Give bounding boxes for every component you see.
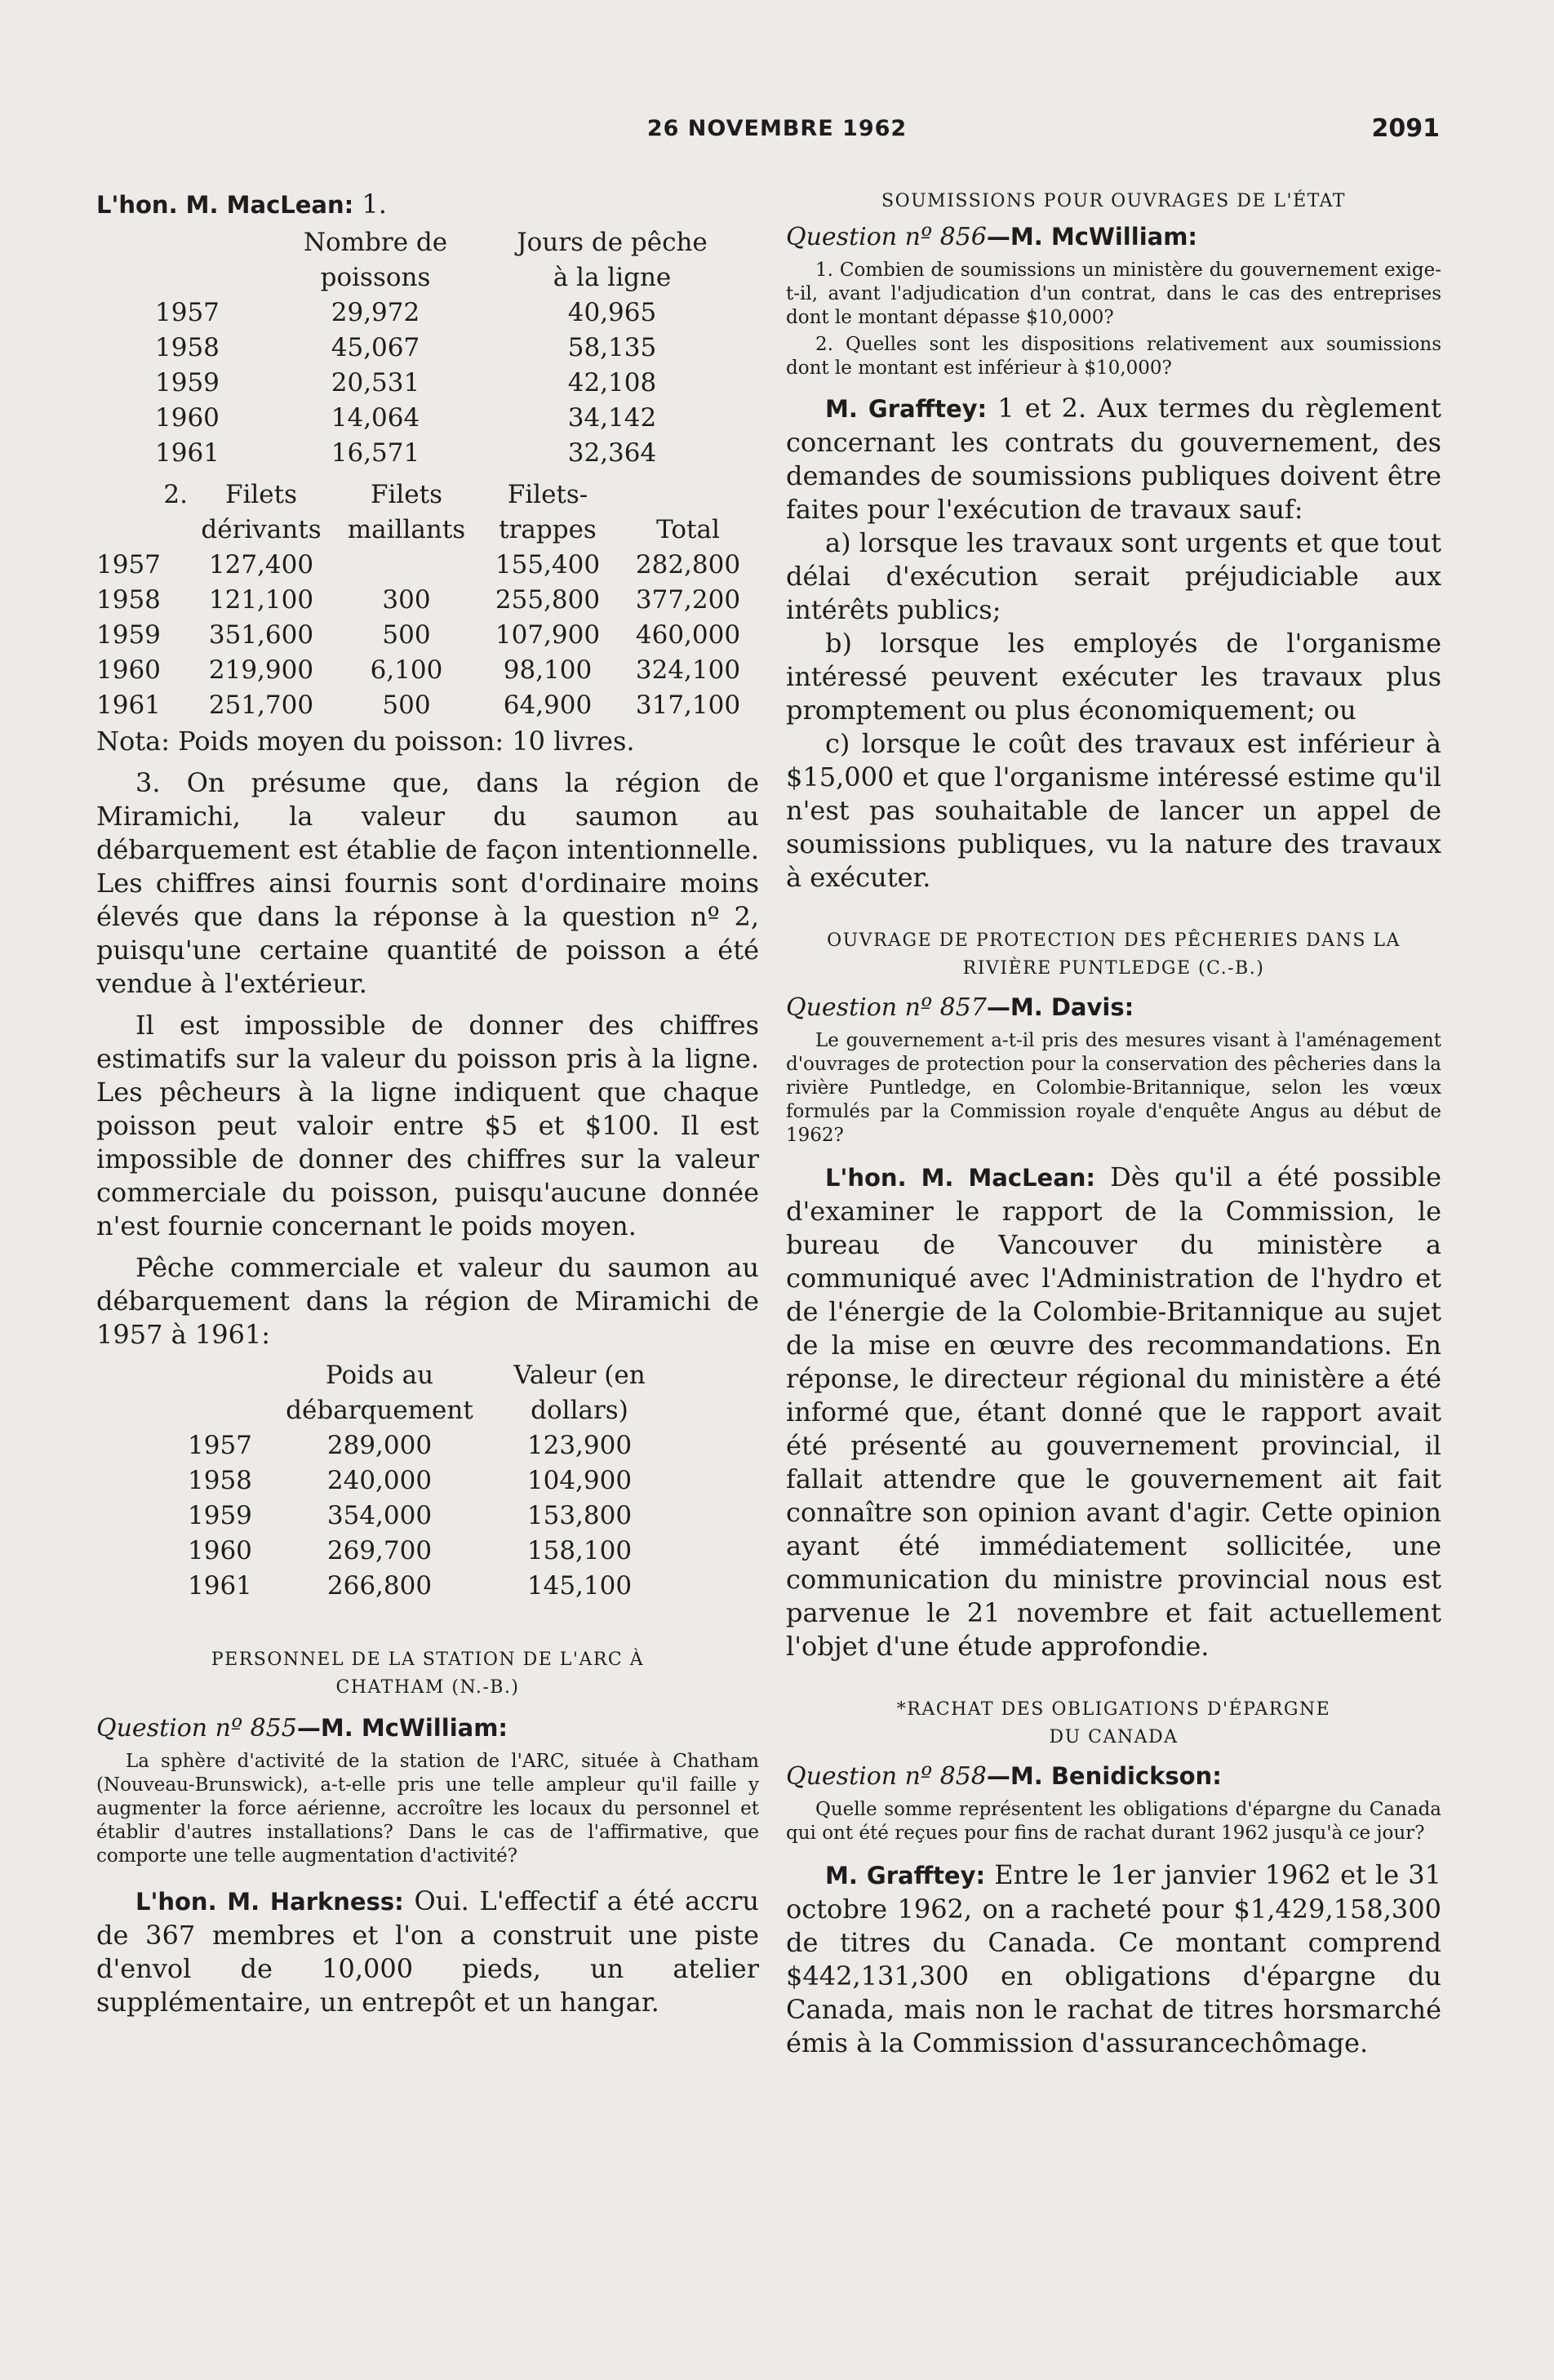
- table-cell: [335, 544, 478, 579]
- answer-text: Oui. L'effectif a été accru de 367 membres et l'on a construit une piste d'envol de 10,000 pieds, un atelier supplémentaire, un entrepôt et un hangar.: [96, 1885, 759, 2018]
- table-cell: 251,700: [208, 690, 314, 720]
- table-row: [155, 362, 759, 397]
- answer-speaker: M. Grafftey:: [825, 1862, 986, 1889]
- net-catch-table: [96, 474, 759, 720]
- section-heading-line: PERSONNEL DE LA STATION DE L'ARC À: [211, 1650, 645, 1670]
- table-header-cell: Filets: [224, 480, 298, 509]
- table-cell: 1959: [188, 1501, 252, 1530]
- table-cell: 282,800: [635, 550, 741, 579]
- table-header-cell: Poids au: [325, 1361, 434, 1390]
- answer-paragraph: [96, 1885, 759, 2019]
- table-cell: 123,900: [526, 1431, 633, 1460]
- table-cell: 6,100: [370, 655, 443, 685]
- table-cell: 240,000: [326, 1466, 433, 1495]
- table-cell: 269,700: [326, 1536, 433, 1565]
- table-row: [155, 433, 759, 468]
- table-cell: 107,900: [495, 620, 601, 650]
- table-header-cell: Valeur (en: [513, 1361, 646, 1390]
- question-number: Question nº 857: [786, 993, 987, 1022]
- answer-speaker: M. Grafftey:: [825, 395, 988, 423]
- table-header-row: [96, 509, 759, 544]
- table-cell: 14,064: [331, 403, 420, 433]
- answer-paragraph: [786, 1161, 1441, 1663]
- question-member: —M. McWilliam:: [296, 1714, 508, 1742]
- table-cell: 219,900: [208, 655, 314, 685]
- table-cell: 324,100: [635, 655, 741, 685]
- table-cell: 266,800: [326, 1571, 433, 1601]
- landing-value-table: [188, 1355, 677, 1601]
- table-header-cell: maillants: [347, 515, 466, 544]
- section-heading-line: OUVRAGE DE PROTECTION DES PÊCHERIES DANS LA: [827, 930, 1401, 951]
- table-header-cell: Nombre de: [303, 228, 448, 257]
- table-cell: 255,800: [495, 585, 601, 615]
- table-cell: 1957: [96, 550, 161, 579]
- table-cell: 1959: [96, 620, 161, 650]
- list-item: c) lorsque le coût des travaux est inférieur à $15,000 et que l'organisme intéressé estime qu'il n'est pas souhaitable de lancer un appel de soumissions publiques, vu la nature des travaux à exécuter.: [786, 728, 1441, 893]
- table-row: [188, 1425, 677, 1460]
- question-number: Question nº 856: [786, 223, 987, 251]
- table-cell: 58,135: [567, 333, 657, 362]
- table-cell: 64,900: [503, 690, 593, 720]
- table-row: [96, 615, 759, 650]
- table-cell: 127,400: [208, 550, 314, 579]
- question-number: Question nº 858: [786, 1762, 987, 1791]
- left-column: [96, 188, 759, 2019]
- table-header-row: [188, 1390, 677, 1425]
- note-line: Nota: Poids moyen du poisson: 10 livres.: [96, 726, 635, 757]
- table-cell: 1960: [96, 655, 161, 685]
- table-cell: 121,100: [208, 585, 314, 615]
- table-cell: 1961: [96, 690, 161, 720]
- section-heading-line: DU CANADA: [1049, 1727, 1179, 1747]
- table-cell: 98,100: [503, 655, 593, 685]
- page-header-date: 26 NOVEMBRE 1962: [646, 116, 908, 141]
- table-cell: 155,400: [495, 550, 601, 579]
- table-cell: 1959: [155, 368, 220, 397]
- section-heading-line: RIVIÈRE PUNTLEDGE (C.-B.): [962, 958, 1265, 979]
- question-line: [786, 222, 1441, 252]
- table-cell: 40,965: [567, 298, 657, 327]
- table-cell: 1958: [155, 333, 220, 362]
- table-number: 2.: [163, 480, 188, 509]
- table-cell: 1957: [155, 298, 220, 327]
- table-cell: 158,100: [526, 1536, 633, 1565]
- table-header-cell: dérivants: [201, 515, 322, 544]
- table-row: [155, 327, 759, 362]
- section-heading: [786, 1696, 1441, 1752]
- table-row: [155, 397, 759, 433]
- question-member: —M. McWilliam:: [986, 223, 1198, 251]
- table-header-cell: poissons: [320, 263, 431, 292]
- table-header-cell: Filets-: [507, 480, 588, 509]
- table-header-cell: trappes: [499, 515, 597, 544]
- table-cell: 351,600: [208, 620, 314, 650]
- question-text: Le gouvernement a-t-il pris des mesures visant à l'aménagement d'ouvrages de protection pour la conservation des pêcheries dans la rivière Puntledge, en Colombie-Britannique, selon les vœux formulés par la Commission royale d'enquête Angus au début de 1962?: [786, 1030, 1441, 1146]
- table-cell: 500: [382, 620, 431, 650]
- table-cell: 104,900: [526, 1466, 633, 1495]
- table-cell: 300: [382, 585, 431, 615]
- table-header-row: [188, 1355, 677, 1390]
- table-cell: 29,972: [331, 298, 420, 327]
- table-cell: 289,000: [326, 1431, 433, 1460]
- paragraph: Pêche commerciale et valeur du saumon au débarquement dans la région de Miramichi de 1957 à 1961:: [96, 1252, 759, 1350]
- table-cell: 1960: [155, 403, 220, 433]
- answer-text: Entre le 1er janvier 1962 et le 31 octobre 1962, on a racheté pour $1,429,158,300 de titres du Canada. Ce montant comprend $442,131,300 en obligations d'épargne du Canada, mais non le rachat de titres horsmarché émis à la Commission d'assurancechômage.: [786, 1859, 1442, 2058]
- list-item: b) lorsque les employés de l'organisme intéressé peuvent exécuter les travaux plus promptement ou plus économiquement; ou: [786, 628, 1441, 726]
- table-cell: 1958: [188, 1466, 252, 1495]
- answer-speaker: L'hon. M. MacLean:: [825, 1164, 1096, 1192]
- table-cell: 500: [382, 690, 431, 720]
- table-row: [188, 1495, 677, 1530]
- table-header-row: [96, 474, 759, 509]
- question-text: 1. Combien de soumissions un ministère du gouvernement exige-t-il, avant l'adjudication d'un contrat, dans le cas des entreprises dont le montant dépasse $10,000?: [786, 260, 1441, 328]
- table-row: [96, 579, 759, 615]
- table-row: [96, 685, 759, 720]
- paragraph: 3. On présume que, dans la région de Miramichi, la valeur du saumon au débarquement est établie de façon intentionnelle. Les chiffres ainsi fournis sont d'ordinaire moins élevés que dans la réponse à la question nº 2, puisqu'une certaine quantité de poisson a été vendue à l'extérieur.: [96, 767, 759, 999]
- question-text: 2. Quelles sont les dispositions relativement aux soumissions dont le montant est inférieur à $10,000?: [786, 334, 1441, 379]
- table-cell: 145,100: [526, 1571, 633, 1601]
- table-row: [96, 650, 759, 685]
- page-number: 2091: [1371, 114, 1440, 143]
- table-cell: 34,142: [567, 403, 657, 433]
- table-cell: 1957: [188, 1431, 252, 1460]
- table-header-cell: Jours de pêche: [517, 228, 708, 257]
- speaker-item-number: 1.: [362, 189, 387, 220]
- table-cell: 153,800: [526, 1501, 633, 1530]
- answer-paragraph: [786, 392, 1441, 526]
- list-item: a) lorsque les travaux sont urgents et que tout délai d'exécution serait préjudiciable aux intérêts publics;: [786, 527, 1441, 625]
- table-cell: 317,100: [635, 690, 741, 720]
- question-line: [96, 1713, 759, 1743]
- section-heading-line: CHATHAM (N.-B.): [335, 1677, 520, 1698]
- table-row: [188, 1460, 677, 1495]
- table-row: [188, 1565, 677, 1601]
- answer-text: 1 et 2. Aux termes du règlement concernant les contrats du gouvernement, des demandes de soumissions publiques doivent être faites pour l'exécution de travaux sauf:: [786, 393, 1442, 525]
- question-member: —M. Benidickson:: [986, 1762, 1222, 1790]
- table-cell: 1961: [188, 1571, 252, 1601]
- table-row: [188, 1530, 677, 1565]
- table-cell: 16,571: [331, 438, 420, 468]
- fish-count-table: [155, 222, 759, 468]
- answer-paragraph: [786, 1858, 1441, 2060]
- table-cell: 1960: [188, 1536, 252, 1565]
- section-heading-line: *RACHAT DES OBLIGATIONS D'ÉPARGNE: [896, 1699, 1331, 1720]
- paragraph: Il est impossible de donner des chiffres estimatifs sur la valeur du poisson pris à la ligne. Les pêcheurs à la ligne indiquent que chaque poisson peut valoir entre $5 et $100. Il est impossible de donner des chiffres sur la valeur commerciale du poisson, puisqu'aucune donnée n'est fournie concernant le poids moyen.: [96, 1010, 759, 1241]
- question-member: —M. Davis:: [986, 993, 1134, 1021]
- table-header-cell: [617, 474, 759, 509]
- table-header-cell: débarquement: [286, 1396, 473, 1425]
- table-cell: 460,000: [635, 620, 741, 650]
- table-header-cell: Total: [656, 515, 720, 544]
- question-line: [786, 1761, 1441, 1792]
- table-cell: 354,000: [326, 1501, 433, 1530]
- section-heading: [96, 1646, 759, 1702]
- table-row: [155, 292, 759, 327]
- table-cell: 1961: [155, 438, 220, 468]
- speaker-name: L'hon. M. MacLean:: [96, 191, 354, 219]
- table-header-cell: dollars): [531, 1396, 628, 1425]
- table-cell: 45,067: [331, 333, 420, 362]
- table-header-cell: Filets: [370, 480, 443, 509]
- table-header-cell: à la ligne: [553, 263, 672, 292]
- section-heading: SOUMISSIONS POUR OUVRAGES DE L'ÉTAT: [881, 191, 1346, 211]
- table-header-row: [155, 257, 759, 292]
- answer-speaker: L'hon. M. Harkness:: [135, 1888, 404, 1916]
- answer-text: Dès qu'il a été possible d'examiner le rapport de la Commission, le bureau de Vancouver du ministère a communiqué avec l'Administration de l'hydro et de l'énergie de la Colombie-Britannique au sujet de la mise en œuvre des recommandations. En réponse, le directeur régional du ministère a été informé que, étant donné que le rapport avait été présenté au gouvernement provincial, il fallait attendre que le gouvernement ait fait connaître son opinion avant d'agir. Cette opinion ayant été immédiatement sollicitée, une communication du ministre provincial nous est parvenue le 21 novembre et fait actuellement l'objet d'une étude approfondie.: [786, 1161, 1441, 1662]
- section-heading: [786, 927, 1441, 983]
- question-text: La sphère d'activité de la station de l'ARC, située à Chatham (Nouveau-Brunswick), a-t-elle pris une telle ampleur qu'il faille y augmenter la force aérienne, accroître les locaux du personnel et établir d'autres installations? Dans le cas de l'affirmative, que comporte une telle augmentation d'activité?: [96, 1751, 759, 1867]
- table-cell: 42,108: [567, 368, 657, 397]
- question-text: Quelle somme représentent les obligations d'épargne du Canada qui ont été reçues pour fins de rachat durant 1962 jusqu'à ce jour?: [786, 1799, 1441, 1844]
- question-number: Question nº 855: [96, 1714, 297, 1743]
- table-cell: 377,200: [635, 585, 741, 615]
- table-header-row: [155, 222, 759, 257]
- question-line: [786, 992, 1441, 1023]
- table-cell: 32,364: [567, 438, 657, 468]
- speaker-line: [96, 188, 759, 222]
- right-column: [786, 188, 1441, 2060]
- table-cell: 1958: [96, 585, 161, 615]
- table-cell: 20,531: [331, 368, 420, 397]
- table-row: [96, 544, 759, 579]
